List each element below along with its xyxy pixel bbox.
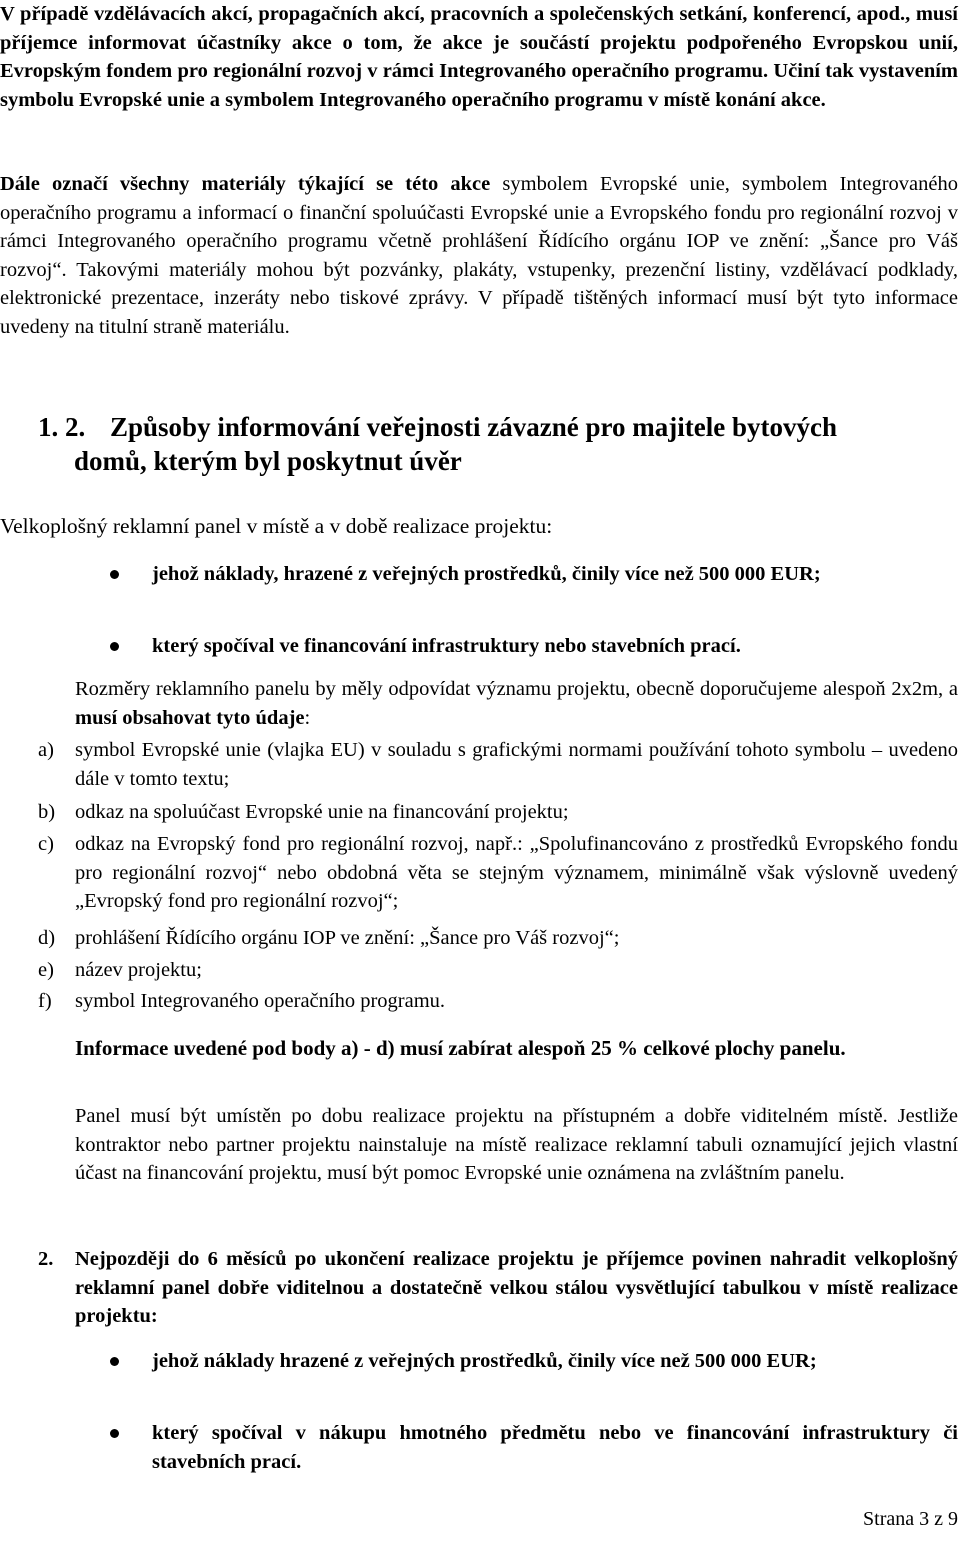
section-title-line1: Způsoby informování veřejnosti závazné pro majitele bytových	[110, 412, 837, 442]
page-number: Strana 3 z 9	[863, 1508, 958, 1530]
point-2-label: 2.	[38, 1248, 54, 1270]
list-text: symbol Integrovaného operačního programu.	[75, 990, 446, 1012]
bullet-item: který spočíval ve financování infrastruktury nebo stavebních prací.	[152, 635, 741, 657]
dimensions-paragraph	[75, 675, 958, 732]
list-item-a	[0, 736, 958, 793]
point-2	[0, 1245, 958, 1331]
list-label: d)	[38, 927, 56, 949]
dimensions-end: :	[304, 706, 311, 729]
list-text: odkaz na Evropský fond pro regionální rozvoj, např.: „Spolufinancováno z prostředků Evropského fondu pro regionální rozvoj“ nebo obdobná věta se stejným významem, minimálně však výslovně uvedený „Evropský fond pro regionální rozvoj“;	[75, 833, 958, 912]
bullet-dot	[110, 642, 119, 651]
materials-paragraph-bold: Dále označí všechny materiály týkající se této akce	[0, 173, 491, 195]
bullet-dot	[110, 1429, 119, 1438]
bullet-dot	[110, 1357, 119, 1366]
panel-paragraph: Panel musí být umístěn po dobu realizace projektu na přístupném a dobře viditelném místě. Jestliže kontraktor nebo partner projektu nainstaluje na místě realizace reklamní tabuli oznamující jejich vlastní účast na financování projektu, musí být pomoc Evropské unie oznámena na zvláštním panelu.	[75, 1105, 958, 1184]
list-label: a)	[38, 739, 54, 761]
list-item-d	[0, 924, 958, 953]
section-number: 1. 2.	[38, 412, 86, 442]
list-text: prohlášení Řídícího orgánu IOP ve znění: „Šance pro Váš rozvoj“;	[75, 927, 620, 949]
bullet-item: jehož náklady, hrazené z veřejných prostředků, činily více než 500 000 EUR;	[152, 563, 821, 585]
materials-paragraph-rest: symbolem Evropské unie, symbolem Integrovaného operačního programu a informací o finanční spoluúčasti Evropské unie a Evropského fondu pro regionální rozvoj v rámci Integrovaného operačního programu včetně prohlášení Řídícího orgánu IOP ve znění: „Šance pro Váš rozvoj“. Takovými materiály mohou být pozvánky, plakáty, vstupenky, prezenční listiny, vzdělávací podklady, elektronické prezentace, inzeráty nebo tiskové zprávy. V případě tištěných informací musí být tyto informace uvedeny na titulní straně materiálu.	[0, 173, 958, 338]
panel-heading: Velkoplošný reklamní panel v místě a v době realizace projektu:	[0, 514, 553, 538]
section-heading	[38, 410, 958, 478]
list-text: symbol Evropské unie (vlajka EU) v souladu s grafickými normami používání tohoto symbolu – uvedeno dále v tomto textu;	[75, 739, 958, 790]
bullet-dot	[110, 570, 119, 579]
list-text: odkaz na spoluúčast Evropské unie na financování projektu;	[75, 801, 569, 823]
list-item-e	[0, 956, 958, 985]
bullet-item: jehož náklady hrazené z veřejných prostředků, činily více než 500 000 EUR;	[152, 1350, 817, 1372]
intro-paragraph: V případě vzdělávacích akcí, propagačních akcí, pracovních a společenských setkání, konferencí, apod., musí příjemce informovat účastníky akce o tom, že akce je součástí projektu podpořeného Evropskou unií, Evropským fondem pro regionální rozvoj v rámci Integrovaného operačního programu. Učiní tak vystavením symbolu Evropské unie a symbolem Integrovaného operačního programu v místě konání akce.	[0, 3, 958, 111]
list-item-f	[0, 987, 958, 1016]
section-title-line2: domů, kterým byl poskytnut úvěr	[74, 446, 462, 476]
dimensions-text: Rozměry reklamního panelu by měly odpovídat významu projektu, obecně doporučujeme alespoň 2x2m, a	[75, 678, 958, 700]
list-label: e)	[38, 959, 54, 981]
list-label: c)	[38, 833, 54, 855]
bullet-item: který spočíval v nákupu hmotného předmětu nebo ve financování infrastruktury či stavebních prací.	[152, 1422, 958, 1473]
materials-paragraph	[0, 170, 958, 341]
list-label: b)	[38, 801, 56, 823]
point-2-text: Nejpozději do 6 měsíců po ukončení realizace projektu je příjemce povinen nahradit velkoplošný reklamní panel dobře viditelnou a dostatečně velkou stálou vysvětlující tabulkou v místě realizace projektu:	[75, 1248, 958, 1327]
list-text: název projektu;	[75, 959, 202, 981]
dimensions-bold: musí obsahovat tyto údaje	[75, 706, 305, 729]
list-item-c	[0, 830, 958, 916]
list-item-b	[0, 798, 958, 827]
info-note: Informace uvedené pod body a) - d) musí zabírat alespoň 25 % celkové plochy panelu.	[75, 1036, 846, 1060]
list-label: f)	[38, 990, 52, 1012]
